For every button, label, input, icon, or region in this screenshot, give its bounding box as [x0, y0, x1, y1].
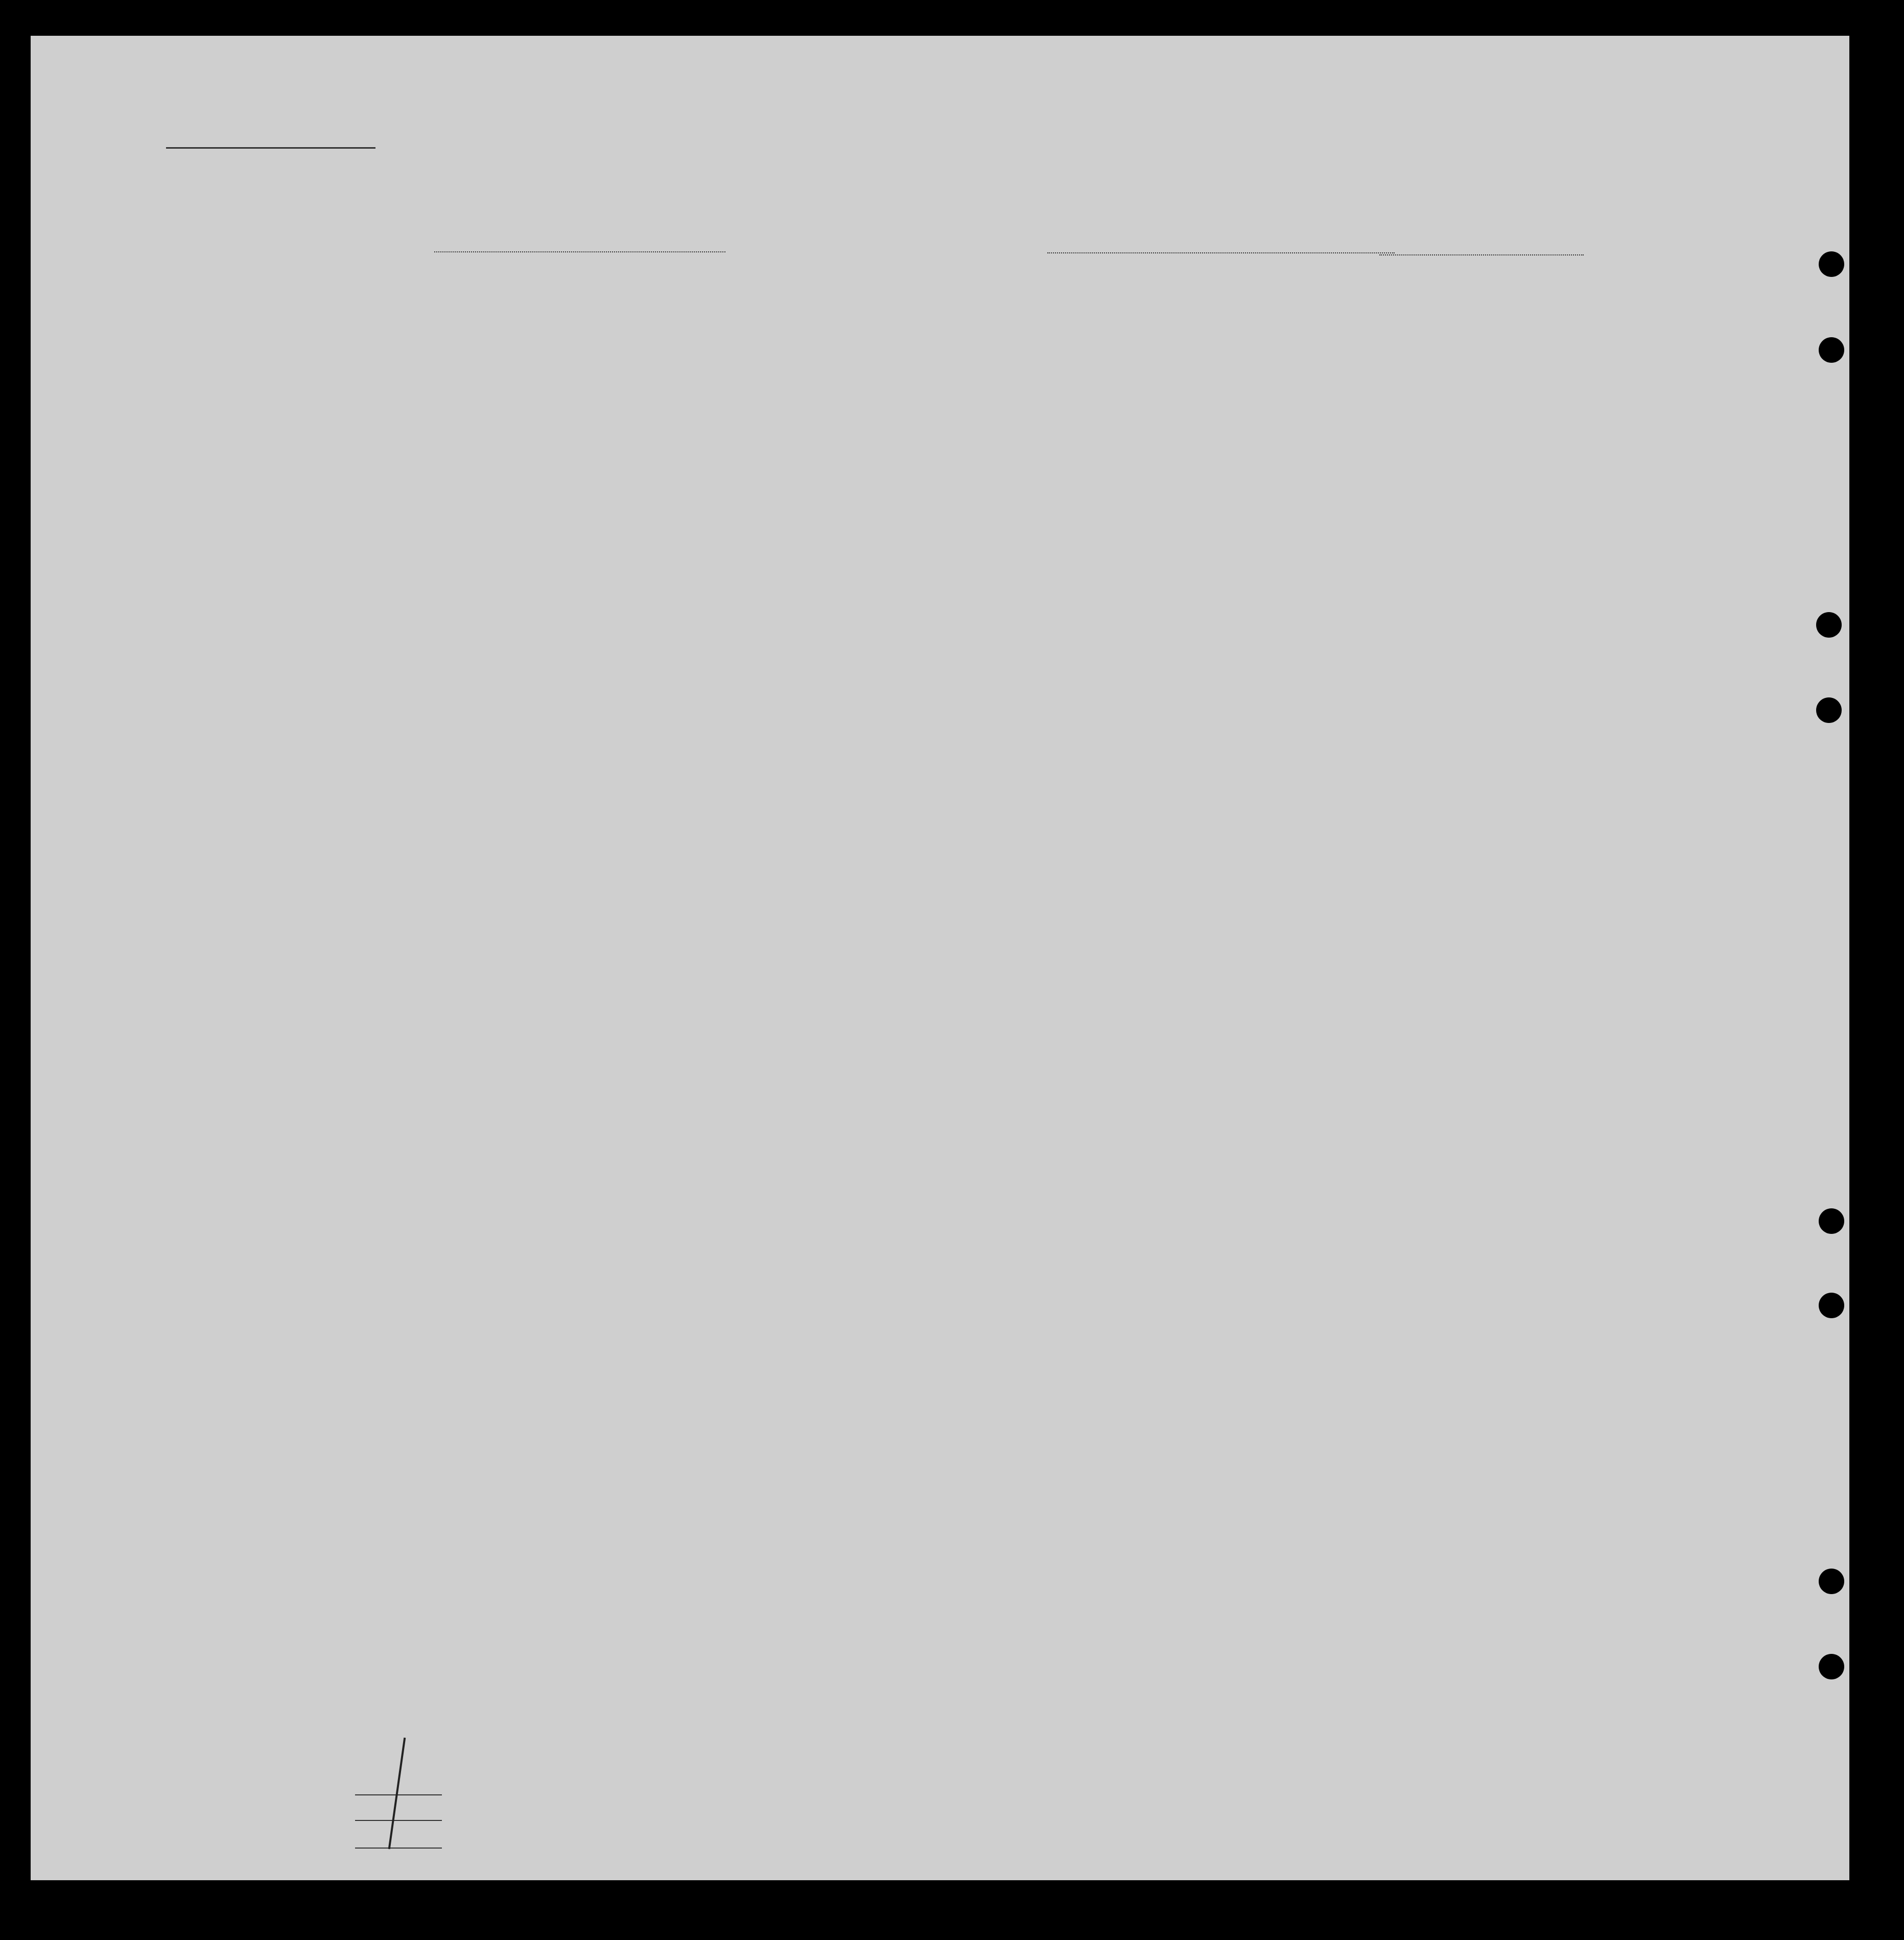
- binder-hole: [1816, 697, 1842, 723]
- binder-hole: [1819, 1293, 1844, 1318]
- binder-hole: [1819, 1208, 1844, 1234]
- binder-hole: [1819, 251, 1844, 277]
- list-underline: [166, 147, 375, 149]
- binder-hole: [1816, 612, 1842, 638]
- footer-total-line: [355, 1794, 442, 1795]
- binder-hole: [1819, 1569, 1844, 1594]
- footer-pen-stroke: [388, 1738, 406, 1849]
- manifest-sheet: [31, 36, 1849, 1880]
- footer-citizens-line: [355, 1820, 442, 1821]
- ship-underline: [434, 251, 725, 252]
- footer-aliens-line: [355, 1848, 442, 1849]
- port-underline: [1047, 252, 1395, 253]
- binder-hole: [1819, 337, 1844, 363]
- binder-hole: [1819, 1654, 1844, 1679]
- date-underline: [1379, 254, 1584, 255]
